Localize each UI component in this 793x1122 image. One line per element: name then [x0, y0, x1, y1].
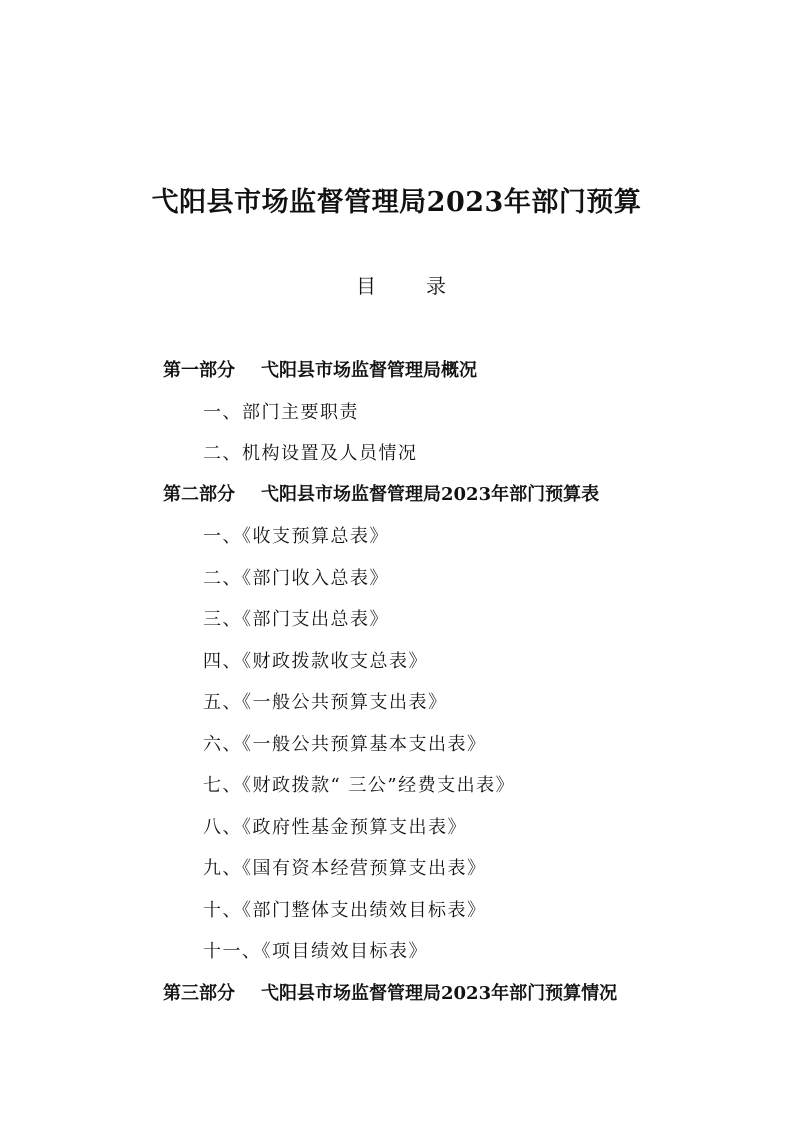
toc-item[interactable]: 十、《部门整体支出绩效目标表》 [203, 900, 487, 921]
document-title: 弋阳县市场监督管理局2023年部门预算 [151, 187, 642, 218]
part-label: 第二部分 [163, 484, 235, 505]
toc-item[interactable]: 六、《一般公共预算基本支出表》 [203, 734, 487, 755]
toc-heading-char-2: 录 [426, 274, 446, 298]
toc-item[interactable]: 一、《收支预算总表》 [203, 526, 389, 547]
toc-heading [356, 270, 446, 299]
toc-part-3[interactable] [163, 979, 617, 1005]
toc-item[interactable]: 二、《部门收入总表》 [203, 568, 389, 589]
toc-item[interactable]: 九、《国有资本经营预算支出表》 [203, 858, 487, 879]
part-label: 第三部分 [163, 983, 235, 1004]
part-label: 第一部分 [163, 360, 235, 381]
part-title: 弋阳县市场监督管理局概况 [261, 360, 477, 381]
toc-part-1[interactable] [163, 356, 477, 382]
toc-part-2[interactable] [163, 480, 599, 506]
part-title: 弋阳县市场监督管理局2023年部门预算情况 [261, 983, 618, 1004]
part-title: 弋阳县市场监督管理局2023年部门预算表 [261, 484, 600, 505]
toc-item[interactable]: 十一、《项目绩效目标表》 [203, 941, 428, 962]
toc-item[interactable]: 一、部门主要职责 [203, 402, 359, 423]
toc-item[interactable]: 七、《财政拨款“ 三公”经费支出表》 [203, 775, 516, 796]
toc-item[interactable]: 二、机构设置及人员情况 [203, 443, 418, 464]
toc-item[interactable]: 三、《部门支出总表》 [203, 609, 389, 630]
toc-heading-char-1: 目 [356, 274, 376, 298]
toc-item[interactable]: 四、《财政拨款收支总表》 [203, 651, 428, 672]
toc-item[interactable]: 八、《政府性基金预算支出表》 [203, 817, 467, 838]
toc-item[interactable]: 五、《一般公共预算支出表》 [203, 692, 448, 713]
